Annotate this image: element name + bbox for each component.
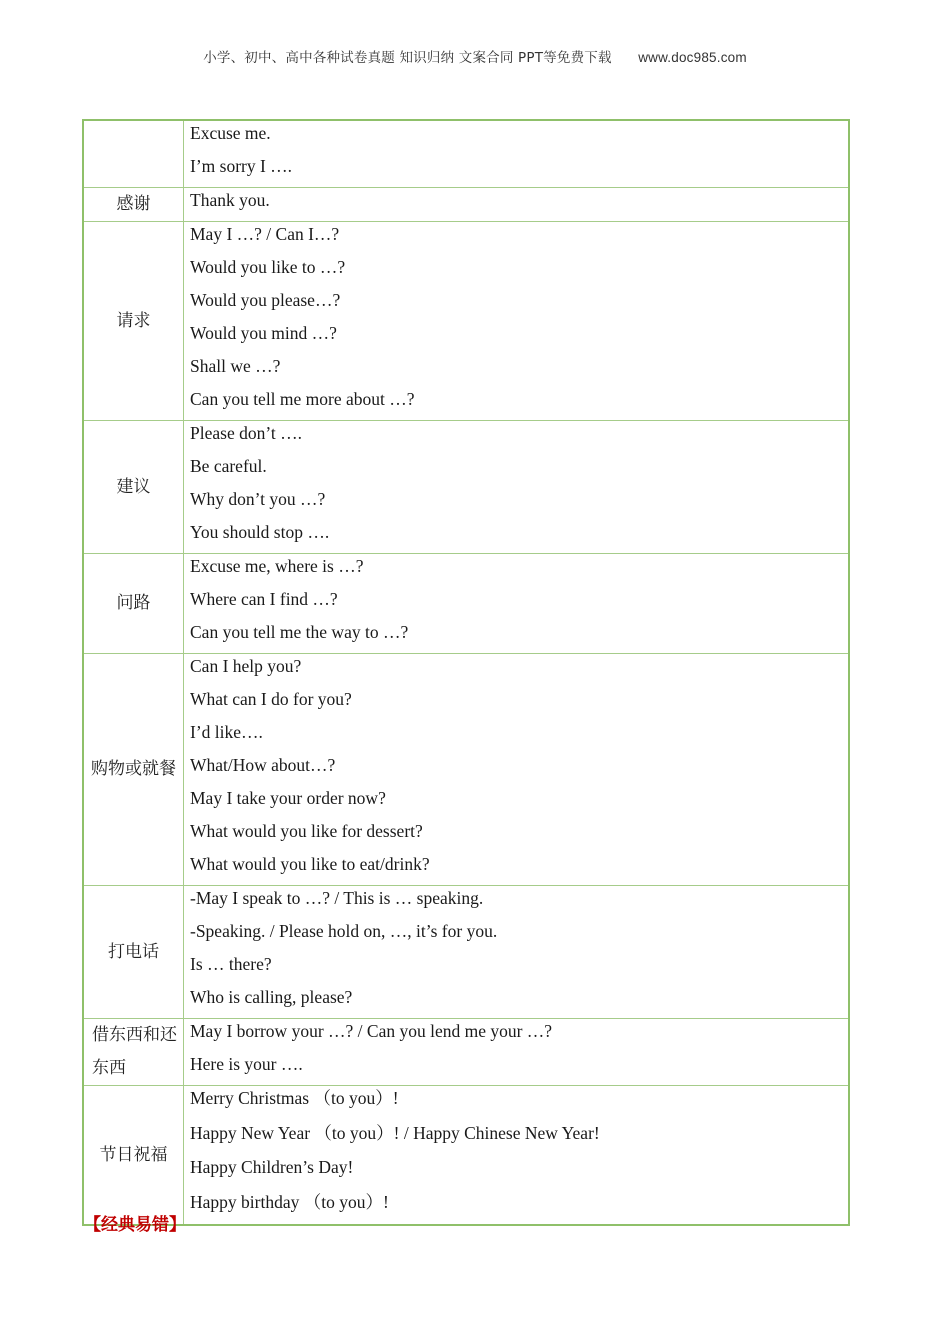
phrases-cell bbox=[184, 1019, 850, 1086]
category-cell bbox=[83, 120, 184, 188]
table-row bbox=[83, 222, 849, 421]
phrases-cell bbox=[184, 886, 850, 1019]
phrase-line: Would you mind …? bbox=[190, 323, 337, 343]
phrase-line: May I take your order now? bbox=[190, 788, 386, 808]
phrases-cell bbox=[184, 188, 850, 222]
phrase-line: You should stop …. bbox=[190, 522, 330, 542]
phrase-line: Please don’t …. bbox=[190, 423, 302, 443]
table-row bbox=[83, 886, 849, 1019]
phrase-line: Merry Christmas （to you）! bbox=[190, 1088, 399, 1108]
phrase-line: Happy birthday （to you）! bbox=[190, 1191, 389, 1212]
category-cell: 感谢 bbox=[83, 188, 184, 222]
phrase-line: May I …? / Can I…? bbox=[190, 224, 340, 244]
phrase-line: I’m sorry I …. bbox=[190, 156, 293, 176]
phrases-cell bbox=[184, 554, 850, 654]
category-cell: 请求 bbox=[83, 222, 184, 421]
phrase-line: Would you like to …? bbox=[190, 257, 346, 277]
table-row bbox=[83, 654, 849, 886]
phrase-line: Here is your …. bbox=[190, 1054, 303, 1074]
phrase-line: Excuse me. bbox=[190, 123, 271, 143]
category-cell: 节日祝福 bbox=[83, 1086, 184, 1226]
phrases-cell bbox=[184, 120, 850, 188]
phrases-cell bbox=[184, 421, 850, 554]
phrases-table bbox=[82, 119, 850, 1226]
section-title: 【经典易错】 bbox=[84, 1215, 186, 1235]
phrase-line: Can I help you? bbox=[190, 656, 302, 676]
phrase-line: -Speaking. / Please hold on, …, it’s for you. bbox=[190, 921, 498, 941]
phrase-line: Happy Children’s Day! bbox=[190, 1157, 354, 1177]
table-row bbox=[83, 1086, 849, 1226]
table-row bbox=[83, 554, 849, 654]
phrase-line: What would you like to eat/drink? bbox=[190, 854, 430, 874]
phrase-line: What can I do for you? bbox=[190, 689, 352, 709]
phrase-line: Can you tell me more about …? bbox=[190, 389, 415, 409]
phrases-cell bbox=[184, 222, 850, 421]
phrases-cell bbox=[184, 1086, 850, 1226]
phrase-line: Be careful. bbox=[190, 456, 267, 476]
header-text: 小学、初中、高中各种试卷真题 知识归纳 文案合同 PPT等免费下载 bbox=[203, 50, 612, 66]
phrase-line: I’d like…. bbox=[190, 722, 263, 742]
phrase-line: Can you tell me the way to …? bbox=[190, 622, 409, 642]
phrase-line: Happy New Year （to you）! / Happy Chinese New Year! bbox=[190, 1122, 600, 1143]
phrase-line: What/How about…? bbox=[190, 755, 336, 775]
phrases-cell bbox=[184, 654, 850, 886]
table-row bbox=[83, 188, 849, 222]
category-cell: 借东西和还东西 bbox=[83, 1019, 184, 1086]
phrase-line: May I borrow your …? / Can you lend me your …? bbox=[190, 1021, 553, 1041]
table-row bbox=[83, 421, 849, 554]
phrase-line: What would you like for dessert? bbox=[190, 821, 423, 841]
table-row bbox=[83, 120, 849, 188]
page-header bbox=[0, 46, 950, 66]
phrase-line: Is … there? bbox=[190, 954, 272, 974]
phrase-line: Why don’t you …? bbox=[190, 489, 326, 509]
phrase-line: Shall we …? bbox=[190, 356, 281, 376]
category-cell: 打电话 bbox=[83, 886, 184, 1019]
phrase-line: -May I speak to …? / This is … speaking. bbox=[190, 888, 484, 908]
category-cell: 购物或就餐 bbox=[83, 654, 184, 886]
phrase-line: Excuse me, where is …? bbox=[190, 556, 364, 576]
category-cell: 问路 bbox=[83, 554, 184, 654]
phrase-line: Thank you. bbox=[190, 190, 270, 210]
phrase-line: Who is calling, please? bbox=[190, 987, 353, 1007]
phrase-line: Would you please…? bbox=[190, 290, 341, 310]
phrase-line: Where can I find …? bbox=[190, 589, 338, 609]
category-cell: 建议 bbox=[83, 421, 184, 554]
header-url[interactable]: www.doc985.com bbox=[638, 50, 747, 65]
table-row bbox=[83, 1019, 849, 1086]
